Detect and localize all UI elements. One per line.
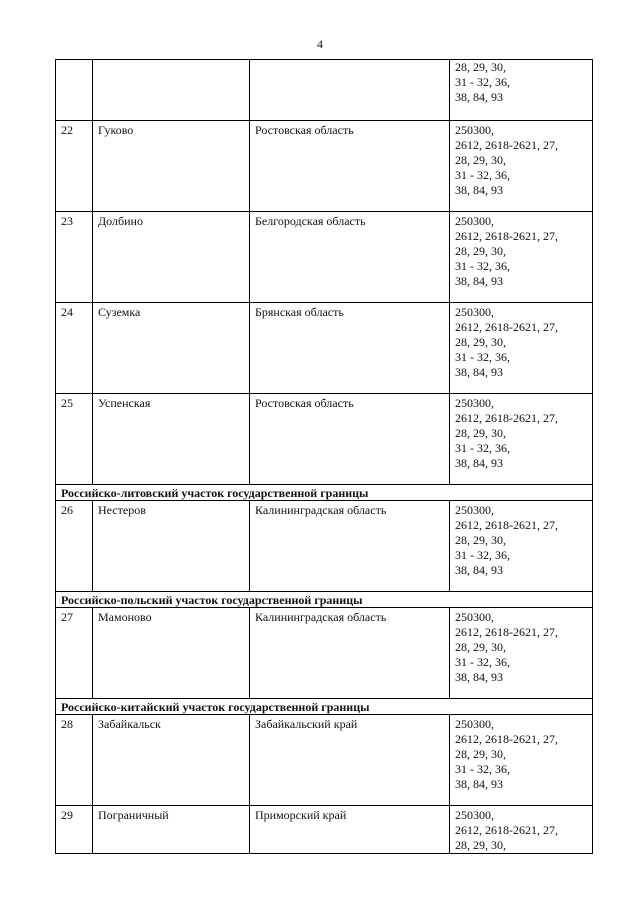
section-row bbox=[56, 592, 593, 608]
codes-cell bbox=[450, 394, 593, 485]
region-name: Брянская область bbox=[250, 303, 450, 394]
region-name: Забайкальский край bbox=[250, 715, 450, 806]
checkpoint-name: Суземка bbox=[93, 303, 250, 394]
region-name: Ростовская область bbox=[250, 121, 450, 212]
checkpoint-table bbox=[55, 59, 593, 854]
table-row bbox=[56, 303, 593, 394]
codes-text: 250300, 2612, 2618-2621, 27, 28, 29, 30, 31 - 32, 36, 38, 84, 93 bbox=[455, 396, 558, 470]
section-heading: Российско-польский участок государственной границы bbox=[56, 592, 593, 608]
row-number: 24 bbox=[56, 303, 93, 394]
codes-cell bbox=[450, 806, 593, 854]
region-name: Белгородская область bbox=[250, 212, 450, 303]
checkpoint-name: Забайкальск bbox=[93, 715, 250, 806]
table-row bbox=[56, 608, 593, 699]
checkpoint-name: Пограничный bbox=[93, 806, 250, 854]
section-row bbox=[56, 485, 593, 501]
codes-cell bbox=[450, 608, 593, 699]
codes-cell bbox=[450, 501, 593, 592]
region-name: Калининградская область bbox=[250, 608, 450, 699]
page-number: 4 bbox=[317, 37, 323, 51]
row-number bbox=[56, 60, 93, 121]
row-number: 22 bbox=[56, 121, 93, 212]
codes-cell bbox=[450, 715, 593, 806]
row-number: 27 bbox=[56, 608, 93, 699]
codes-cell bbox=[450, 303, 593, 394]
table-row bbox=[56, 715, 593, 806]
row-number: 28 bbox=[56, 715, 93, 806]
table-row bbox=[56, 60, 593, 121]
codes-text: 250300, 2612, 2618-2621, 27, 28, 29, 30, 31 - 32, 36, 38, 84, 93 bbox=[455, 214, 558, 288]
table-row bbox=[56, 806, 593, 854]
section-heading: Российско-китайский участок государственной границы bbox=[56, 699, 593, 715]
row-number: 29 bbox=[56, 806, 93, 854]
table-row bbox=[56, 501, 593, 592]
checkpoint-name bbox=[93, 60, 250, 121]
checkpoint-name: Гуково bbox=[93, 121, 250, 212]
row-number: 25 bbox=[56, 394, 93, 485]
codes-text: 28, 29, 30, 31 - 32, 36, 38, 84, 93 bbox=[455, 60, 510, 104]
checkpoint-name: Долбино bbox=[93, 212, 250, 303]
codes-text: 250300, 2612, 2618-2621, 27, 28, 29, 30, 31 - 32, 36, 38, 84, 93 bbox=[455, 305, 558, 379]
codes-text: 250300, 2612, 2618-2621, 27, 28, 29, 30, 31 - 32, 36, 38, 84, 93 bbox=[455, 717, 558, 791]
codes-text: 250300, 2612, 2618-2621, 27, 28, 29, 30, bbox=[455, 808, 558, 852]
codes-cell bbox=[450, 121, 593, 212]
codes-cell bbox=[450, 60, 593, 121]
codes-text: 250300, 2612, 2618-2621, 27, 28, 29, 30, 31 - 32, 36, 38, 84, 93 bbox=[455, 503, 558, 577]
region-name bbox=[250, 60, 450, 121]
region-name: Ростовская область bbox=[250, 394, 450, 485]
codes-cell bbox=[450, 212, 593, 303]
section-row bbox=[56, 699, 593, 715]
checkpoint-name: Успенская bbox=[93, 394, 250, 485]
checkpoint-name: Мамоново bbox=[93, 608, 250, 699]
section-heading: Российско-литовский участок государственной границы bbox=[56, 485, 593, 501]
row-number: 23 bbox=[56, 212, 93, 303]
region-name: Калининградская область bbox=[250, 501, 450, 592]
checkpoint-name: Нестеров bbox=[93, 501, 250, 592]
table-row bbox=[56, 212, 593, 303]
row-number: 26 bbox=[56, 501, 93, 592]
region-name: Приморский край bbox=[250, 806, 450, 854]
table-row bbox=[56, 394, 593, 485]
codes-text: 250300, 2612, 2618-2621, 27, 28, 29, 30, 31 - 32, 36, 38, 84, 93 bbox=[455, 610, 558, 684]
codes-text: 250300, 2612, 2618-2621, 27, 28, 29, 30, 31 - 32, 36, 38, 84, 93 bbox=[455, 123, 558, 197]
table-row bbox=[56, 121, 593, 212]
